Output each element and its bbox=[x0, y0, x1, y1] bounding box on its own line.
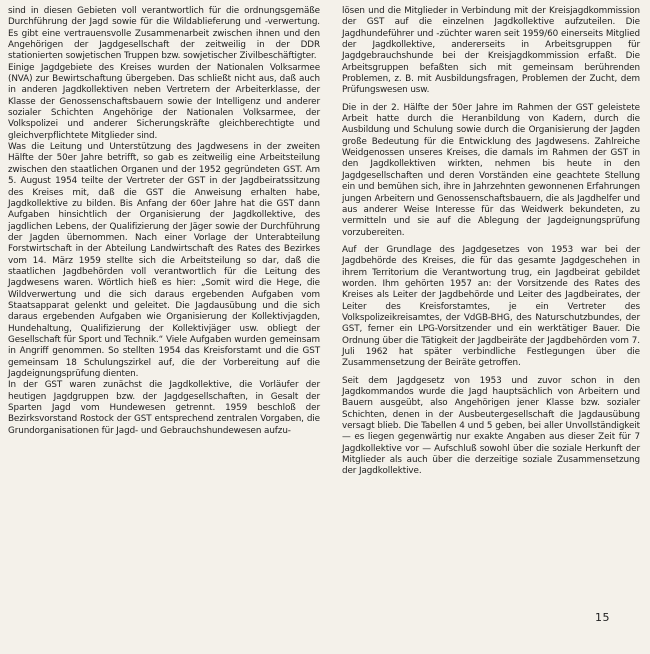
right-text-column bbox=[342, 6, 640, 478]
page-number: 15 bbox=[595, 611, 610, 624]
paragraph: Auf der Grundlage des Jagdgesetzes von 1953 war bei der Jagdbehörde des Kreises, die für das gesamte Jagdgeschehen in ihrem Territorium die Verantwortung trug, ein Jagdbeirat gebildet worden. Ihm gehörten 1957 an: der Vorsitzende des Rates des Kreises als Leiter der Jagdbehörde und Leiter des Jagdbeirates, der Leiter des Kreisforstamtes, je ein Vertreter des Volkspolizeikreisamtes, der VdGB-BHG, des Naturschutzbundes, der GST, ferner ein LPG-Vorsitzender und ein werktätiger Bauer. Die Ordnung über die Tätigkeit der Jagdbeiräte der Jagdbehörden vom 7. Juli 1962 hat später verbindliche Festlegungen über die Zusammensetzung der Beiräte getroffen. bbox=[342, 244, 640, 369]
left-text-column bbox=[8, 6, 320, 437]
paragraph: Seit dem Jagdgesetz von 1953 und zuvor schon in den Jagdkommandos wurde die Jagd hauptsächlich von Arbeitern und Bauern ausgeübt, also Angehörigen jener Klasse bzw. sozialer Schichten, denen in der Ausbeutergesellschaft die Jagdausübung versagt blieb. Die Tabellen 4 und 5 geben, bei aller Unvollständigkeit — es liegen gegenwärtig nur exakte Angaben aus dieser Zeit für 7 Jagdkollektive vor — Aufschluß sowohl über die soziale Herkunft der Mitglieder als auch über die derzeitige soziale Zusammensetzung der Jagdkollektive. bbox=[342, 375, 640, 477]
paragraph: Einige Jagdgebiete des Kreises wurden der Nationalen Volksarmee (NVA) zur Bewirtschaftung übergeben. Das schließt nicht aus, daß auch in anderen Jagdkollektiven neben Vertretern der Arbeiterklasse, der Klasse der Genossenschaftsbauern sowie der Intelligenz und anderer sozialer Schichten Angehörige der Nationalen Volksarmee, der Volkspolizei und anderer Sicherungskräfte gleichberechtigte und gleichverpflichtete Mitglieder sind. bbox=[8, 62, 320, 141]
paragraph: lösen und die Mitglieder in Verbindung mit der Kreisjagdkommission der GST auf die einzelnen Jagdkollektive aufzuteilen. Die Jagdhundeführer und -züchter waren seit 1959/60 einerseits Mitglied der Jagdkollektive, andererseits in Arbeitsgruppen für Jagdgebrauchshunde bei der Kreisjagdkommission erfaßt. Die Arbeitsgruppen befaßten sich mit gemeinsam berührenden Problemen, z. B. mit Ausbildungsfragen, Problemen der Zucht, dem Prüfungswesen usw. bbox=[342, 6, 640, 96]
paragraph: In der GST waren zunächst die Jagdkollektive, die Vorläufer der heutigen Jagdgruppen bzw. der Jagdgesellschaften, in Gesalt der Sparten Jagd vom Hundewesen getrennt. 1959 beschloß der Bezirksvorstand Rostock der GST entsprechend zentralen Vorgaben, die Grundorganisationen für Jagd- und Gebrauchshundewesen aufzu- bbox=[8, 380, 320, 436]
paragraph: Die in der 2. Hälfte der 50er Jahre im Rahmen der GST geleistete Arbeit hatte durch die Heranbildung von Kadern, durch die Ausbildung und Schulung sowie durch die Organisierung der Jagden große Bedeutung für die Entwicklung des Jagdwesens. Zahlreiche Weidgenossen unseres Kreises, die damals im Rahmen der GST in den Jagdkollektiven wirkten, nehmen bis heute in den Jagdgesellschaften und deren Vorständen eine geachtete Stellung ein und bemühen sich, ihre in Jahrzehnten gewonnenen Erfahrungen jungen Arbeitern und Genossenschaftsbauern, die als Jagdhelfer und aus anderer Weise Interesse für das Weidwerk bekundeten, zu vermitteln und sie auf die Ablegung der Jagdeignungsprüfung vorzubereiten. bbox=[342, 102, 640, 238]
paragraph: sind in diesen Gebieten voll verantwortlich für die ordnungsgemäße Durchführung der Jagd sowie für die Wildablieferung und -verwertung. Es gibt eine vertrauensvolle Zusammenarbeit zwischen ihnen und den Angehörigen der Jagdgesellschaft der zeitweilig in der DDR stationierten sowjetischen Truppen bzw. sowjetischer Zivilbeschäftigter. bbox=[8, 6, 320, 62]
paragraph: Was die Leitung und Unterstützung des Jagdwesens in der zweiten Hälfte der 50er Jahre betrifft, so gab es zeitweilig eine Arbeitsteilung zwischen den staatlichen Organen und der 1952 gegründeten GST. Am 5. August 1954 teilte der Vertreter der GST in der Jagdbeiratssitzung des Kreises mit, daß die GST die Anweisung erhalten habe, Jagdkollektive zu bilden. Bis Anfang der 60er Jahre hat die GST dann Aufgaben hinsichtlich der Organisierung der Jagdkollektive, des jagdlichen Lebens, der Qualifizierung der Jäger sowie der Durchführung der Jagden übernommen. Nach einer Vorlage der Unterabteilung Forstwirtschaft in der Abteilung Landwirtschaft des Rates des Bezirkes vom 14. März 1959 stellte sich die Arbeitsteilung so dar, daß die staatlichen Jagdbehörden voll verantwortlich für die Leitung des Jagdwesens waren. Wörtlich hieß es hier: „Somit wird die Hege, die Wildverwertung und die sich daraus ergebenden Aufgaben vom Staatsapparat gelenkt und geleitet. Die Jagdausübung und die sich daraus ergebenden Aufgaben wie Organisierung der Kollektivjagden, Hundehaltung, Qualifizierung der Kollektivjäger usw. obliegt der Gesellschaft für Sport und Technik.“ Viele Aufgaben wurden gemeinsam in Angriff genommen. So stellten 1954 das Kreisforstamt und die GST gemeinsam 18 Schulungszirkel auf, die der Vorbereitung auf die Jagdeignungsprüfung dienten. bbox=[8, 142, 320, 379]
